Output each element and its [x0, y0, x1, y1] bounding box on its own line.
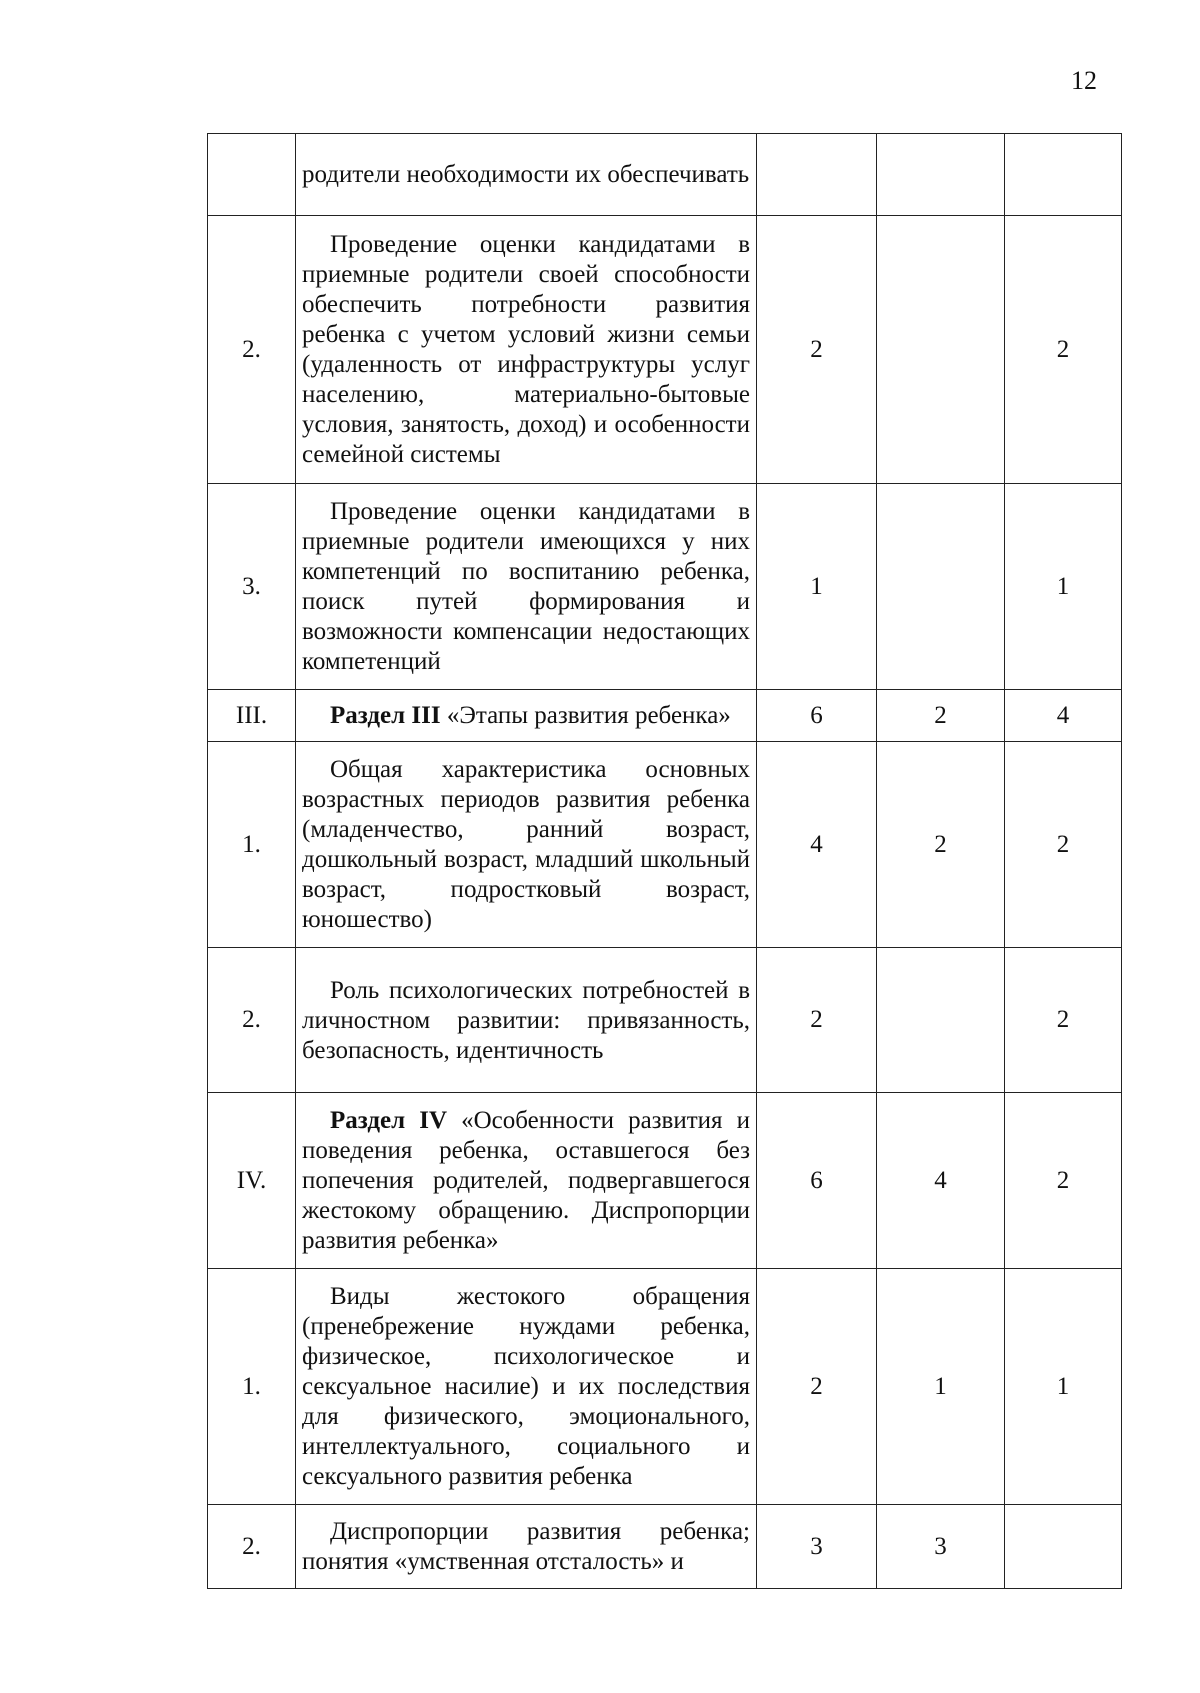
hours-practice: 2: [1005, 216, 1122, 484]
row-topic: Роль психологических потребностей в личностном развитии: привязанность, безопасность, идентичность: [296, 948, 757, 1093]
row-topic: Диспропорции развития ребенка; понятия «умственная отсталость» и: [296, 1505, 757, 1589]
hours-practice: 1: [1005, 1269, 1122, 1505]
hours-practice: 2: [1005, 1093, 1122, 1269]
row-number: III.: [208, 690, 296, 742]
hours-lectures: [877, 134, 1005, 216]
hours-lectures: [877, 948, 1005, 1093]
hours-total: [757, 134, 877, 216]
hours-practice: 2: [1005, 742, 1122, 948]
row-number: [208, 134, 296, 216]
row-topic: [296, 690, 757, 742]
page-number: 12: [1071, 66, 1097, 95]
row-topic: Виды жестокого обращения (пренебрежение нуждами ребенка, физическое, психологическое и сексуальное насилие) и их последствия для физического, эмоционального, интеллектуального, социального и сексуального развития ребенка: [296, 1269, 757, 1505]
row-topic: Проведение оценки кандидатами в приемные родители своей способности обеспечить потребности развития ребенка с учетом условий жизни семьи (удаленность от инфраструктуры услуг населению, материально-бытовые условия, занятость, доход) и особенности семейной системы: [296, 216, 757, 484]
hours-total: 6: [757, 1093, 877, 1269]
table-row: [208, 1269, 1122, 1505]
table-row: [208, 134, 1122, 216]
hours-practice: 1: [1005, 484, 1122, 690]
table-row: [208, 1505, 1122, 1589]
row-topic: родители необходимости их обеспечивать: [296, 134, 757, 216]
row-number: 1.: [208, 742, 296, 948]
hours-lectures: 3: [877, 1505, 1005, 1589]
section-title: «Этапы развития ребенка»: [446, 702, 731, 729]
row-number: 2.: [208, 948, 296, 1093]
row-number: 1.: [208, 1269, 296, 1505]
hours-practice: 4: [1005, 690, 1122, 742]
hours-practice: 2: [1005, 948, 1122, 1093]
hours-total: 2: [757, 216, 877, 484]
hours-total: 4: [757, 742, 877, 948]
table-row: [208, 1093, 1122, 1269]
table-row: [208, 948, 1122, 1093]
section-label: Раздел III: [330, 702, 441, 729]
hours-practice: [1005, 1505, 1122, 1589]
hours-total: 2: [757, 1269, 877, 1505]
section-title: «Особенности развития и поведения ребенка, оставшегося без попечения родителей, подвергавшегося жестокому обращению. Диспропорции развития ребенка»: [302, 1107, 750, 1254]
hours-total: 6: [757, 690, 877, 742]
curriculum-table: [207, 133, 1122, 1589]
row-topic: Общая характеристика основных возрастных периодов развития ребенка (младенчество, ранний возраст, дошкольный возраст, младший школьный возраст, подростковый возраст, юношество): [296, 742, 757, 948]
table-row: [208, 690, 1122, 742]
row-topic: [296, 1093, 757, 1269]
hours-lectures: [877, 484, 1005, 690]
table-row: [208, 216, 1122, 484]
row-number: 2.: [208, 216, 296, 484]
table-row: [208, 484, 1122, 690]
hours-total: 2: [757, 948, 877, 1093]
hours-lectures: 1: [877, 1269, 1005, 1505]
section-label: Раздел IV: [330, 1107, 447, 1134]
row-topic: Проведение оценки кандидатами в приемные родители имеющихся у них компетенций по воспитанию ребенка, поиск путей формирования и возможности компенсации недостающих компетенций: [296, 484, 757, 690]
hours-total: 1: [757, 484, 877, 690]
row-number: IV.: [208, 1093, 296, 1269]
hours-practice: [1005, 134, 1122, 216]
hours-lectures: [877, 216, 1005, 484]
hours-total: 3: [757, 1505, 877, 1589]
row-number: 3.: [208, 484, 296, 690]
hours-lectures: 2: [877, 742, 1005, 948]
row-number: 2.: [208, 1505, 296, 1589]
table-row: [208, 742, 1122, 948]
hours-lectures: 4: [877, 1093, 1005, 1269]
hours-lectures: 2: [877, 690, 1005, 742]
